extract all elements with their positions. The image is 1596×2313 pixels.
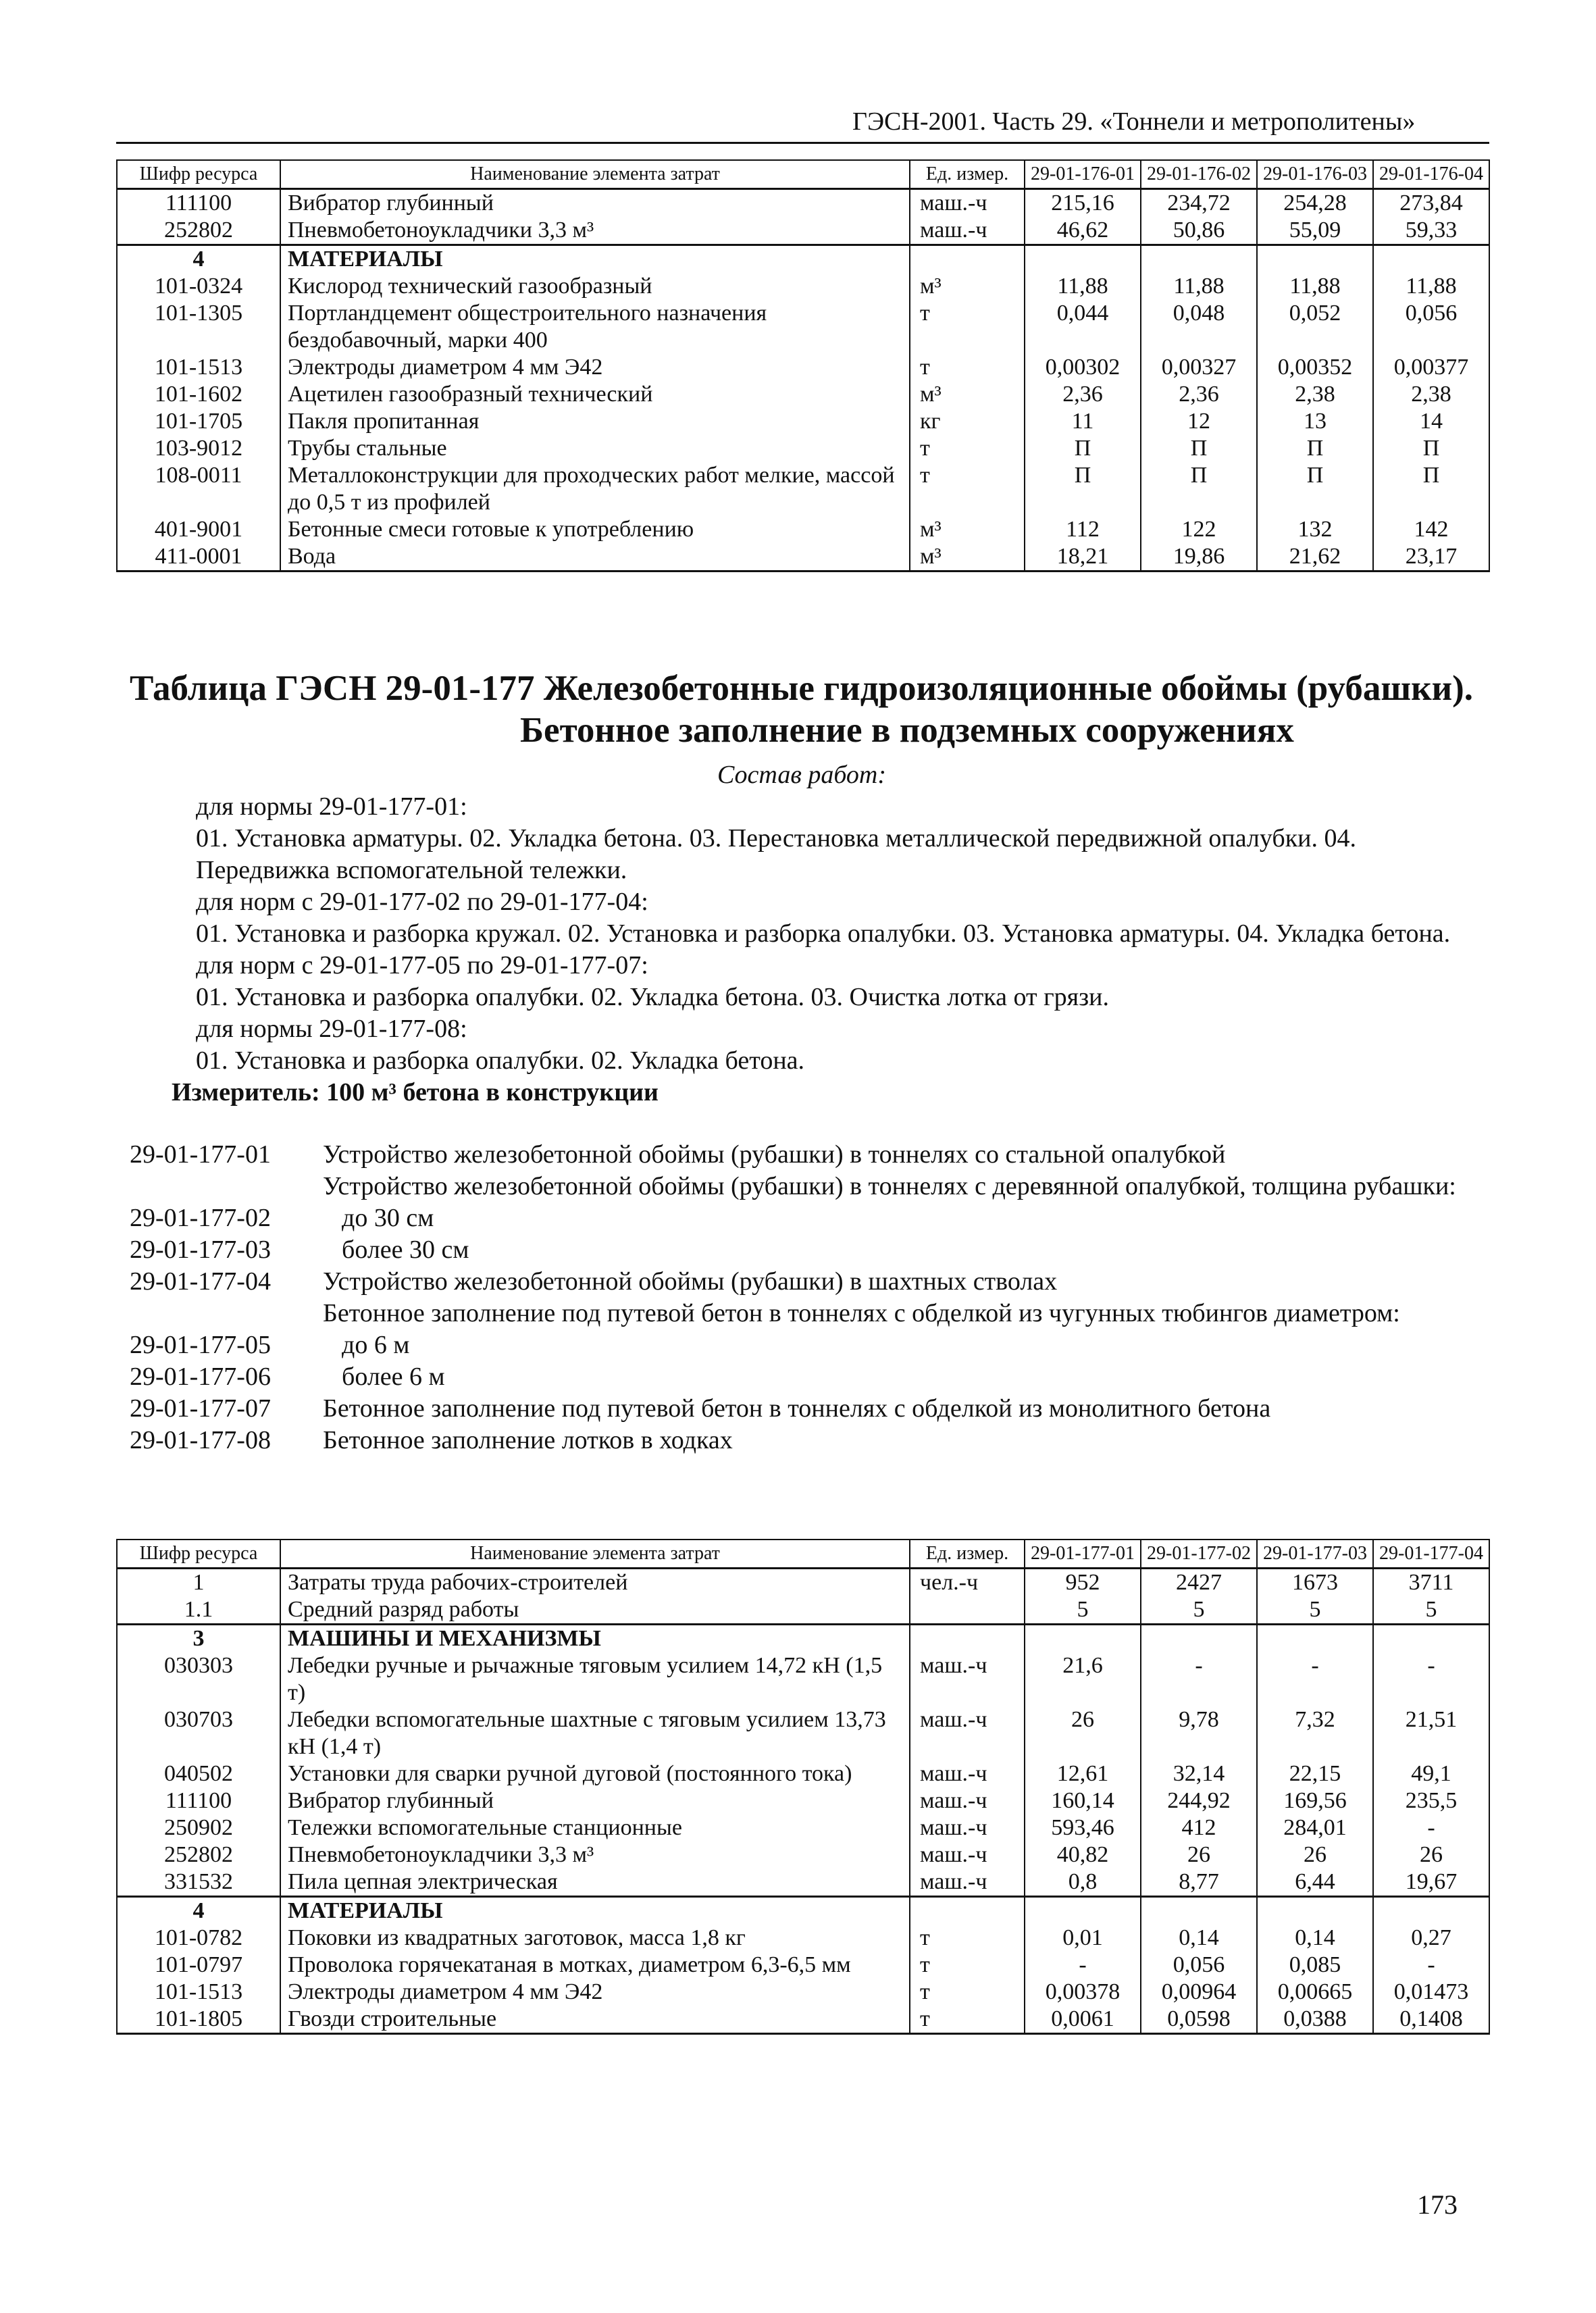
- norm-value: [1373, 1897, 1489, 1925]
- norm-value: 22,15: [1257, 1760, 1373, 1787]
- norm-value: -: [1373, 1814, 1489, 1841]
- table-row: [117, 1760, 1489, 1787]
- norm-value: [1373, 1625, 1489, 1653]
- table-row: [117, 1814, 1489, 1841]
- norm-value: 11,88: [1373, 273, 1489, 300]
- resource-unit: м³: [910, 273, 1025, 300]
- resource-name: Портландцемент общестроительного назначения бездобавочный, марки 400: [280, 300, 910, 354]
- resource-code: 101-1513: [117, 1979, 280, 2006]
- norm-value: 0,044: [1025, 300, 1141, 354]
- norm-value: П: [1373, 435, 1489, 462]
- resource-code: 411-0001: [117, 543, 280, 571]
- work-group-label: для норм с 29-01-177-02 по 29-01-177-04:: [196, 888, 648, 916]
- norm-value: 46,62: [1025, 217, 1141, 245]
- norm-value: 14: [1373, 408, 1489, 435]
- work-group-text: 01. Установка и разборка кружал. 02. Установка и разборка опалубки. 03. Установка арматуры. 04. Укладка бетона.: [196, 919, 1451, 948]
- table-title-line: Бетонное заполнение в подземных сооружениях: [520, 711, 1294, 750]
- norm-value: 40,82: [1025, 1841, 1141, 1869]
- resource-code: 111100: [117, 189, 280, 218]
- table-row: [117, 1569, 1489, 1597]
- norm-value: 0,8: [1025, 1869, 1141, 1897]
- work-group-label: для нормы 29-01-177-08:: [196, 1015, 467, 1043]
- resource-code: 1.1: [117, 1596, 280, 1625]
- resource-unit: маш.-ч: [910, 1760, 1025, 1787]
- resource-table-176: [116, 159, 1490, 572]
- norm-value: 0,14: [1141, 1925, 1257, 1952]
- norm-code: 29-01-177-05: [130, 1331, 271, 1359]
- resource-code: 040502: [117, 1760, 280, 1787]
- norm-description: более 30 см: [342, 1236, 469, 1264]
- norm-value: [1025, 1625, 1141, 1653]
- norm-code: 29-01-177-03: [130, 1236, 271, 1264]
- resource-unit: м³: [910, 381, 1025, 408]
- resource-code: 101-1805: [117, 2006, 280, 2034]
- norm-value: 160,14: [1025, 1787, 1141, 1814]
- norm-description: Бетонное заполнение под путевой бетон в тоннелях с обделкой из чугунных тюбингов диаметром:: [323, 1299, 1400, 1327]
- resource-name: Поковки из квадратных заготовок, масса 1,8 кг: [280, 1925, 910, 1952]
- norm-value: [1257, 1897, 1373, 1925]
- norm-value: 19,67: [1373, 1869, 1489, 1897]
- resource-code: 401-9001: [117, 516, 280, 543]
- norm-description: более 6 м: [342, 1363, 445, 1391]
- table-row: [117, 1925, 1489, 1952]
- resource-unit: [910, 245, 1025, 274]
- resource-name: Бетонные смеси готовые к употреблению: [280, 516, 910, 543]
- table-row: [117, 1869, 1489, 1897]
- work-group-label: для нормы 29-01-177-01:: [196, 792, 467, 821]
- work-group-text: 01. Установка арматуры. 02. Укладка бетона. 03. Перестановка металлической передвижной опалубки. 04. Передвижка вспомогательной тележки.: [196, 824, 1357, 884]
- resource-unit: [910, 1625, 1025, 1653]
- table-row: [117, 1706, 1489, 1760]
- norm-value: -: [1025, 1952, 1141, 1979]
- norm-value: 122: [1141, 516, 1257, 543]
- resource-code: 331532: [117, 1869, 280, 1897]
- resource-unit: [910, 1897, 1025, 1925]
- norm-value: -: [1373, 1652, 1489, 1706]
- norm-row: [130, 1425, 1481, 1456]
- norm-value: 254,28: [1257, 189, 1373, 218]
- table-row: [117, 300, 1489, 354]
- norm-row: [130, 1393, 1481, 1425]
- norm-value: [1257, 245, 1373, 274]
- norm-value: 5: [1025, 1596, 1141, 1625]
- header-unit: Ед. измер.: [910, 160, 1025, 189]
- norm-value: 142: [1373, 516, 1489, 543]
- norm-value: П: [1025, 462, 1141, 516]
- norm-value: -: [1257, 1652, 1373, 1706]
- resource-code: 103-9012: [117, 435, 280, 462]
- norm-value: 21,51: [1373, 1706, 1489, 1760]
- norm-value: 2,38: [1373, 381, 1489, 408]
- norm-value: 23,17: [1373, 543, 1489, 571]
- norm-value: 2,38: [1257, 381, 1373, 408]
- norm-value: 593,46: [1025, 1814, 1141, 1841]
- resource-code: 111100: [117, 1787, 280, 1814]
- norm-row: [130, 1234, 1481, 1266]
- norm-value: 169,56: [1257, 1787, 1373, 1814]
- table-title: [130, 667, 1481, 751]
- norm-value: 7,32: [1257, 1706, 1373, 1760]
- header-norm: 29-01-176-02: [1141, 160, 1257, 189]
- header-norm: 29-01-177-01: [1025, 1540, 1141, 1569]
- norm-value: 0,085: [1257, 1952, 1373, 1979]
- norm-row: [130, 1361, 1481, 1393]
- table-row: [117, 543, 1489, 571]
- resource-name: Пила цепная электрическая: [280, 1869, 910, 1897]
- norm-row: [130, 1298, 1481, 1329]
- resource-table-177: [116, 1539, 1490, 2035]
- table-header-row: [117, 160, 1489, 189]
- page-number: 173: [1417, 2189, 1458, 2220]
- norm-value: 3711: [1373, 1569, 1489, 1597]
- norm-value: [1025, 245, 1141, 274]
- resource-name: Вибратор глубинный: [280, 1787, 910, 1814]
- norm-code: 29-01-177-07: [130, 1394, 271, 1423]
- work-group-text: 01. Установка и разборка опалубки. 02. Укладка бетона.: [196, 1046, 805, 1075]
- table-body: [117, 1569, 1489, 2034]
- norm-value: 0,01: [1025, 1925, 1141, 1952]
- norm-value: 112: [1025, 516, 1141, 543]
- work-group-label: для норм с 29-01-177-05 по 29-01-177-07:: [196, 951, 648, 980]
- norm-value: -: [1373, 1952, 1489, 1979]
- norm-value: 13: [1257, 408, 1373, 435]
- resource-code: 101-1513: [117, 354, 280, 381]
- norm-value: 32,14: [1141, 1760, 1257, 1787]
- resource-code: 108-0011: [117, 462, 280, 516]
- norm-value: 412: [1141, 1814, 1257, 1841]
- norm-value: 0,0061: [1025, 2006, 1141, 2034]
- norm-value: 26: [1373, 1841, 1489, 1869]
- norm-code: 29-01-177-08: [130, 1426, 271, 1454]
- norm-code: 29-01-177-01: [130, 1140, 271, 1169]
- norm-value: 0,00377: [1373, 354, 1489, 381]
- norm-value: 0,0388: [1257, 2006, 1373, 2034]
- norm-value: П: [1141, 435, 1257, 462]
- norm-value: 0,00327: [1141, 354, 1257, 381]
- table-row: [117, 1952, 1489, 1979]
- resource-name: Лебедки вспомогательные шахтные с тяговым усилием 13,73 кН (1,4 т): [280, 1706, 910, 1760]
- resource-unit: маш.-ч: [910, 217, 1025, 245]
- norm-value: П: [1141, 462, 1257, 516]
- work-group-text: 01. Установка и разборка опалубки. 02. Укладка бетона. 03. Очистка лотка от грязи.: [196, 983, 1110, 1011]
- resource-code: 250902: [117, 1814, 280, 1841]
- norm-code: [130, 1171, 323, 1202]
- norm-value: 0,00665: [1257, 1979, 1373, 2006]
- header-norm: 29-01-176-04: [1373, 160, 1489, 189]
- norm-value: 26: [1025, 1706, 1141, 1760]
- norm-value: 0,048: [1141, 300, 1257, 354]
- resource-name: Вибратор глубинный: [280, 189, 910, 218]
- norm-value: 12: [1141, 408, 1257, 435]
- resource-unit: маш.-ч: [910, 1787, 1025, 1814]
- resource-name: Ацетилен газообразный технический: [280, 381, 910, 408]
- resource-name: Установки для сварки ручной дуговой (постоянного тока): [280, 1760, 910, 1787]
- resource-name: МАТЕРИАЛЫ: [280, 1897, 910, 1925]
- norm-description: Устройство железобетонной обоймы (рубашки) в тоннелях со стальной опалубкой: [323, 1140, 1226, 1169]
- resource-name: Лебедки ручные и рычажные тяговым усилием 14,72 кН (1,5 т): [280, 1652, 910, 1706]
- table-row: [117, 1596, 1489, 1625]
- header-code: Шифр ресурса: [117, 1540, 280, 1569]
- resource-name: Вода: [280, 543, 910, 571]
- header-name: Наименование элемента затрат: [280, 160, 910, 189]
- norm-value: 26: [1257, 1841, 1373, 1869]
- resource-code: 3: [117, 1625, 280, 1653]
- norm-value: 18,21: [1025, 543, 1141, 571]
- norm-value: 8,77: [1141, 1869, 1257, 1897]
- table-row: [117, 273, 1489, 300]
- norm-value: 19,86: [1141, 543, 1257, 571]
- header-rule: [116, 142, 1489, 144]
- norm-code: 29-01-177-02: [130, 1204, 271, 1232]
- resource-code: 030703: [117, 1706, 280, 1760]
- norm-value: 0,00378: [1025, 1979, 1141, 2006]
- resource-unit: т: [910, 1925, 1025, 1952]
- resource-code: 101-1705: [117, 408, 280, 435]
- norm-value: 234,72: [1141, 189, 1257, 218]
- resource-name: Пневмобетоноукладчики 3,3 м³: [280, 217, 910, 245]
- norm-value: 2,36: [1141, 381, 1257, 408]
- norm-value: 2,36: [1025, 381, 1141, 408]
- resource-code: 252802: [117, 1841, 280, 1869]
- norm-value: [1025, 1897, 1141, 1925]
- resource-name: Средний разряд работы: [280, 1596, 910, 1625]
- norm-value: 55,09: [1257, 217, 1373, 245]
- resource-unit: [910, 1596, 1025, 1625]
- resource-name: Тележки вспомогательные станционные: [280, 1814, 910, 1841]
- table-row: [117, 2006, 1489, 2034]
- resource-name: Пневмобетоноукладчики 3,3 м³: [280, 1841, 910, 1869]
- norm-value: 2427: [1141, 1569, 1257, 1597]
- norm-value: 273,84: [1373, 189, 1489, 218]
- norm-value: 244,92: [1141, 1787, 1257, 1814]
- resource-code: 030303: [117, 1652, 280, 1706]
- norm-value: П: [1257, 462, 1373, 516]
- norm-value: 59,33: [1373, 217, 1489, 245]
- resource-name: Затраты труда рабочих-строителей: [280, 1569, 910, 1597]
- resource-name: Электроды диаметром 4 мм Э42: [280, 1979, 910, 2006]
- resource-unit: т: [910, 1952, 1025, 1979]
- resource-code: 101-0324: [117, 273, 280, 300]
- norm-value: [1257, 1625, 1373, 1653]
- norm-value: [1141, 1625, 1257, 1653]
- header-norm: 29-01-176-03: [1257, 160, 1373, 189]
- norm-value: 1673: [1257, 1569, 1373, 1597]
- norm-value: 0,01473: [1373, 1979, 1489, 2006]
- norm-description: Бетонное заполнение под путевой бетон в тоннелях с обделкой из монолитного бетона: [323, 1394, 1271, 1423]
- resource-name: Металлоконструкции для проходческих работ мелкие, массой до 0,5 т из профилей: [280, 462, 910, 516]
- header-norm: 29-01-177-04: [1373, 1540, 1489, 1569]
- table-body: [117, 189, 1489, 571]
- table-header-row: [117, 1540, 1489, 1569]
- norm-value: 0,1408: [1373, 2006, 1489, 2034]
- norm-row: [130, 1171, 1481, 1202]
- norm-value: 49,1: [1373, 1760, 1489, 1787]
- norm-value: 132: [1257, 516, 1373, 543]
- norm-value: 0,00302: [1025, 354, 1141, 381]
- resource-unit: т: [910, 300, 1025, 354]
- resource-unit: маш.-ч: [910, 1814, 1025, 1841]
- header-unit: Ед. измер.: [910, 1540, 1025, 1569]
- header-name: Наименование элемента затрат: [280, 1540, 910, 1569]
- norm-row: [130, 1202, 1481, 1234]
- resource-name: МАТЕРИАЛЫ: [280, 245, 910, 274]
- norm-code: 29-01-177-06: [130, 1363, 271, 1391]
- norm-value: 5: [1373, 1596, 1489, 1625]
- norm-value: 0,27: [1373, 1925, 1489, 1952]
- norm-description: Устройство железобетонной обоймы (рубашки) в шахтных стволах: [323, 1267, 1058, 1296]
- norm-value: [1141, 245, 1257, 274]
- norm-value: [1141, 1897, 1257, 1925]
- norm-code: 29-01-177-04: [130, 1267, 271, 1296]
- norm-value: П: [1373, 462, 1489, 516]
- resource-code: 1: [117, 1569, 280, 1597]
- table-row: [117, 1841, 1489, 1869]
- norm-value: 0,056: [1141, 1952, 1257, 1979]
- norm-value: 0,052: [1257, 300, 1373, 354]
- header-norm: 29-01-177-02: [1141, 1540, 1257, 1569]
- norm-value: 5: [1257, 1596, 1373, 1625]
- resource-code: 101-1602: [117, 381, 280, 408]
- resource-unit: маш.-ч: [910, 1869, 1025, 1897]
- norm-value: 11,88: [1025, 273, 1141, 300]
- norm-value: 11,88: [1141, 273, 1257, 300]
- table-row: [117, 217, 1489, 245]
- norm-description: до 6 м: [342, 1331, 410, 1359]
- norm-value: 0,056: [1373, 300, 1489, 354]
- resource-code: 252802: [117, 217, 280, 245]
- norm-value: П: [1257, 435, 1373, 462]
- norm-value: 26: [1141, 1841, 1257, 1869]
- resource-code: 4: [117, 1897, 280, 1925]
- resource-unit: м³: [910, 516, 1025, 543]
- table-row: [117, 516, 1489, 543]
- resource-code: 101-0782: [117, 1925, 280, 1952]
- table-row: [117, 381, 1489, 408]
- resource-name: Пакля пропитанная: [280, 408, 910, 435]
- resource-unit: т: [910, 1979, 1025, 2006]
- norm-value: 6,44: [1257, 1869, 1373, 1897]
- norm-value: 952: [1025, 1569, 1141, 1597]
- norm-row: [130, 1139, 1481, 1171]
- norm-value: 5: [1141, 1596, 1257, 1625]
- resource-unit: маш.-ч: [910, 1841, 1025, 1869]
- norm-row: [130, 1266, 1481, 1298]
- norm-value: 21,6: [1025, 1652, 1141, 1706]
- norm-value: 0,00352: [1257, 354, 1373, 381]
- resource-name: Кислород технический газообразный: [280, 273, 910, 300]
- resource-unit: т: [910, 2006, 1025, 2034]
- norm-value: 50,86: [1141, 217, 1257, 245]
- section-row: [117, 245, 1489, 274]
- table-row: [117, 462, 1489, 516]
- norm-code: [130, 1298, 323, 1329]
- norm-value: 12,61: [1025, 1760, 1141, 1787]
- norm-description: Устройство железобетонной обоймы (рубашки) в тоннелях с деревянной опалубкой, толщина рубашки:: [323, 1172, 1456, 1200]
- header-norm: 29-01-177-03: [1257, 1540, 1373, 1569]
- running-header: ГЭСН-2001. Часть 29. «Тоннели и метрополитены»: [852, 107, 1416, 136]
- table-row: [117, 1787, 1489, 1814]
- resource-unit: т: [910, 354, 1025, 381]
- norm-description: до 30 см: [342, 1204, 434, 1232]
- norm-value: 0,0598: [1141, 2006, 1257, 2034]
- resource-name: Проволока горячекатаная в мотках, диаметром 6,3-6,5 мм: [280, 1952, 910, 1979]
- resource-code: 101-1305: [117, 300, 280, 354]
- table-row: [117, 1652, 1489, 1706]
- resource-name: Электроды диаметром 4 мм Э42: [280, 354, 910, 381]
- norm-list: [130, 1139, 1481, 1456]
- resource-code: 4: [117, 245, 280, 274]
- table-row: [117, 354, 1489, 381]
- header-norm: 29-01-176-01: [1025, 160, 1141, 189]
- resource-unit: т: [910, 435, 1025, 462]
- norm-value: П: [1025, 435, 1141, 462]
- norm-value: 215,16: [1025, 189, 1141, 218]
- norm-row: [130, 1329, 1481, 1361]
- norm-value: -: [1141, 1652, 1257, 1706]
- norm-value: 0,14: [1257, 1925, 1373, 1952]
- norm-value: 0,00964: [1141, 1979, 1257, 2006]
- measure-unit: Измеритель: 100 м³ бетона в конструкции: [172, 1078, 659, 1107]
- norm-value: 21,62: [1257, 543, 1373, 571]
- resource-name: Гвозди строительные: [280, 2006, 910, 2034]
- resource-unit: т: [910, 462, 1025, 516]
- resource-unit: чел.-ч: [910, 1569, 1025, 1597]
- table-row: [117, 408, 1489, 435]
- resource-unit: маш.-ч: [910, 1706, 1025, 1760]
- table-row: [117, 435, 1489, 462]
- resource-name: МАШИНЫ И МЕХАНИЗМЫ: [280, 1625, 910, 1653]
- work-composition-heading: Состав работ:: [717, 761, 887, 789]
- norm-description: Бетонное заполнение лотков в ходках: [323, 1426, 733, 1454]
- table-row: [117, 189, 1489, 218]
- resource-unit: маш.-ч: [910, 1652, 1025, 1706]
- section-row: [117, 1897, 1489, 1925]
- resource-unit: м³: [910, 543, 1025, 571]
- resource-unit: кг: [910, 408, 1025, 435]
- norm-value: 9,78: [1141, 1706, 1257, 1760]
- resource-name: Трубы стальные: [280, 435, 910, 462]
- norm-value: [1373, 245, 1489, 274]
- table-title-line: Таблица ГЭСН 29-01-177 Железобетонные гидроизоляционные обоймы (рубашки).: [130, 669, 1474, 708]
- resource-unit: маш.-ч: [910, 189, 1025, 218]
- table-row: [117, 1979, 1489, 2006]
- norm-value: 11: [1025, 408, 1141, 435]
- norm-value: 284,01: [1257, 1814, 1373, 1841]
- norm-value: 235,5: [1373, 1787, 1489, 1814]
- resource-code: 101-0797: [117, 1952, 280, 1979]
- work-composition: [130, 759, 1474, 1109]
- section-row: [117, 1625, 1489, 1653]
- norm-value: 11,88: [1257, 273, 1373, 300]
- header-code: Шифр ресурса: [117, 160, 280, 189]
